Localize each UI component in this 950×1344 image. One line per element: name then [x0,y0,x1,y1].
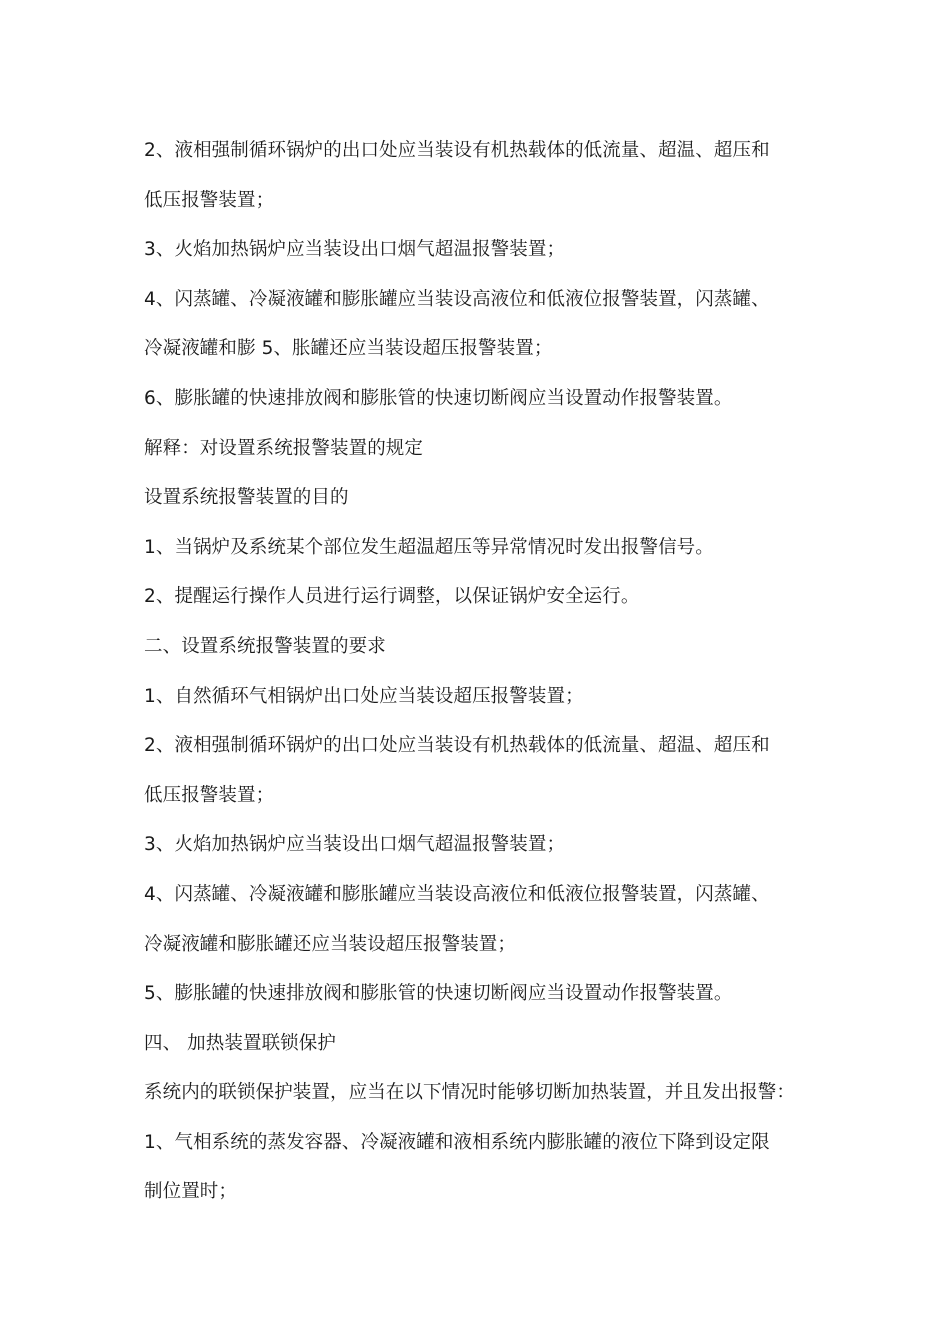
text-line: 2、液相强制循环锅炉的出口处应当装设有机热载体的低流量、超温、超压和 [144,140,770,161]
text-line: 制位置时； [144,1181,238,1203]
text-line: 低压报警装置； [144,784,275,806]
text-line: 3、火焰加热锅炉应当装设出口烟气超温报警装置； [144,239,566,261]
text-line: 3、火焰加热锅炉应当装设出口烟气超温报警装置； [144,834,566,856]
text-line: 4、闪蒸罐、冷凝液罐和膨胀罐应当装设高液位和低液位报警装置，闪蒸罐、 [144,288,770,310]
text-line: 设置系统报警装置的目的 [144,487,349,509]
text-line: 6、膨胀罐的快速排放阀和膨胀管的快速切断阀应当设置动作报警装置。 [144,387,733,409]
text-line: 1、当锅炉及系统某个部位发生超温超压等异常情况时发出报警信号。 [144,536,714,558]
text-line: 4、闪蒸罐、冷凝液罐和膨胀罐应当装设高液位和低液位报警装置，闪蒸罐、 [144,883,770,905]
section-heading: 四、 加热装置联锁保护 [144,1032,336,1054]
text-line: 系统内的联锁保护装置，应当在以下情况时能够切断加热装置，并且发出报警： [144,1082,796,1104]
text-line: 低压报警装置； [144,189,275,211]
text-line: 5、膨胀罐的快速排放阀和膨胀管的快速切断阀应当设置动作报警装置。 [144,983,733,1005]
text-line: 冷凝液罐和膨 5、胀罐还应当装设超压报警装置； [144,338,553,360]
text-line: 冷凝液罐和膨胀罐还应当装设超压报警装置； [144,933,517,955]
text-line: 2、提醒运行操作人员进行运行调整，以保证锅炉安全运行。 [144,586,640,608]
text-line: 1、自然循环气相锅炉出口处应当装设超压报警装置； [144,685,584,707]
document-body [144,131,816,1222]
text-line: 1、气相系统的蒸发容器、冷凝液罐和液相系统内膨胀罐的液位下降到设定限 [144,1131,770,1153]
text-line: 解释：对设置系统报警装置的规定 [144,437,424,459]
section-heading: 二、设置系统报警装置的要求 [144,635,386,657]
text-line: 2、液相强制循环锅炉的出口处应当装设有机热载体的低流量、超温、超压和 [144,735,770,757]
